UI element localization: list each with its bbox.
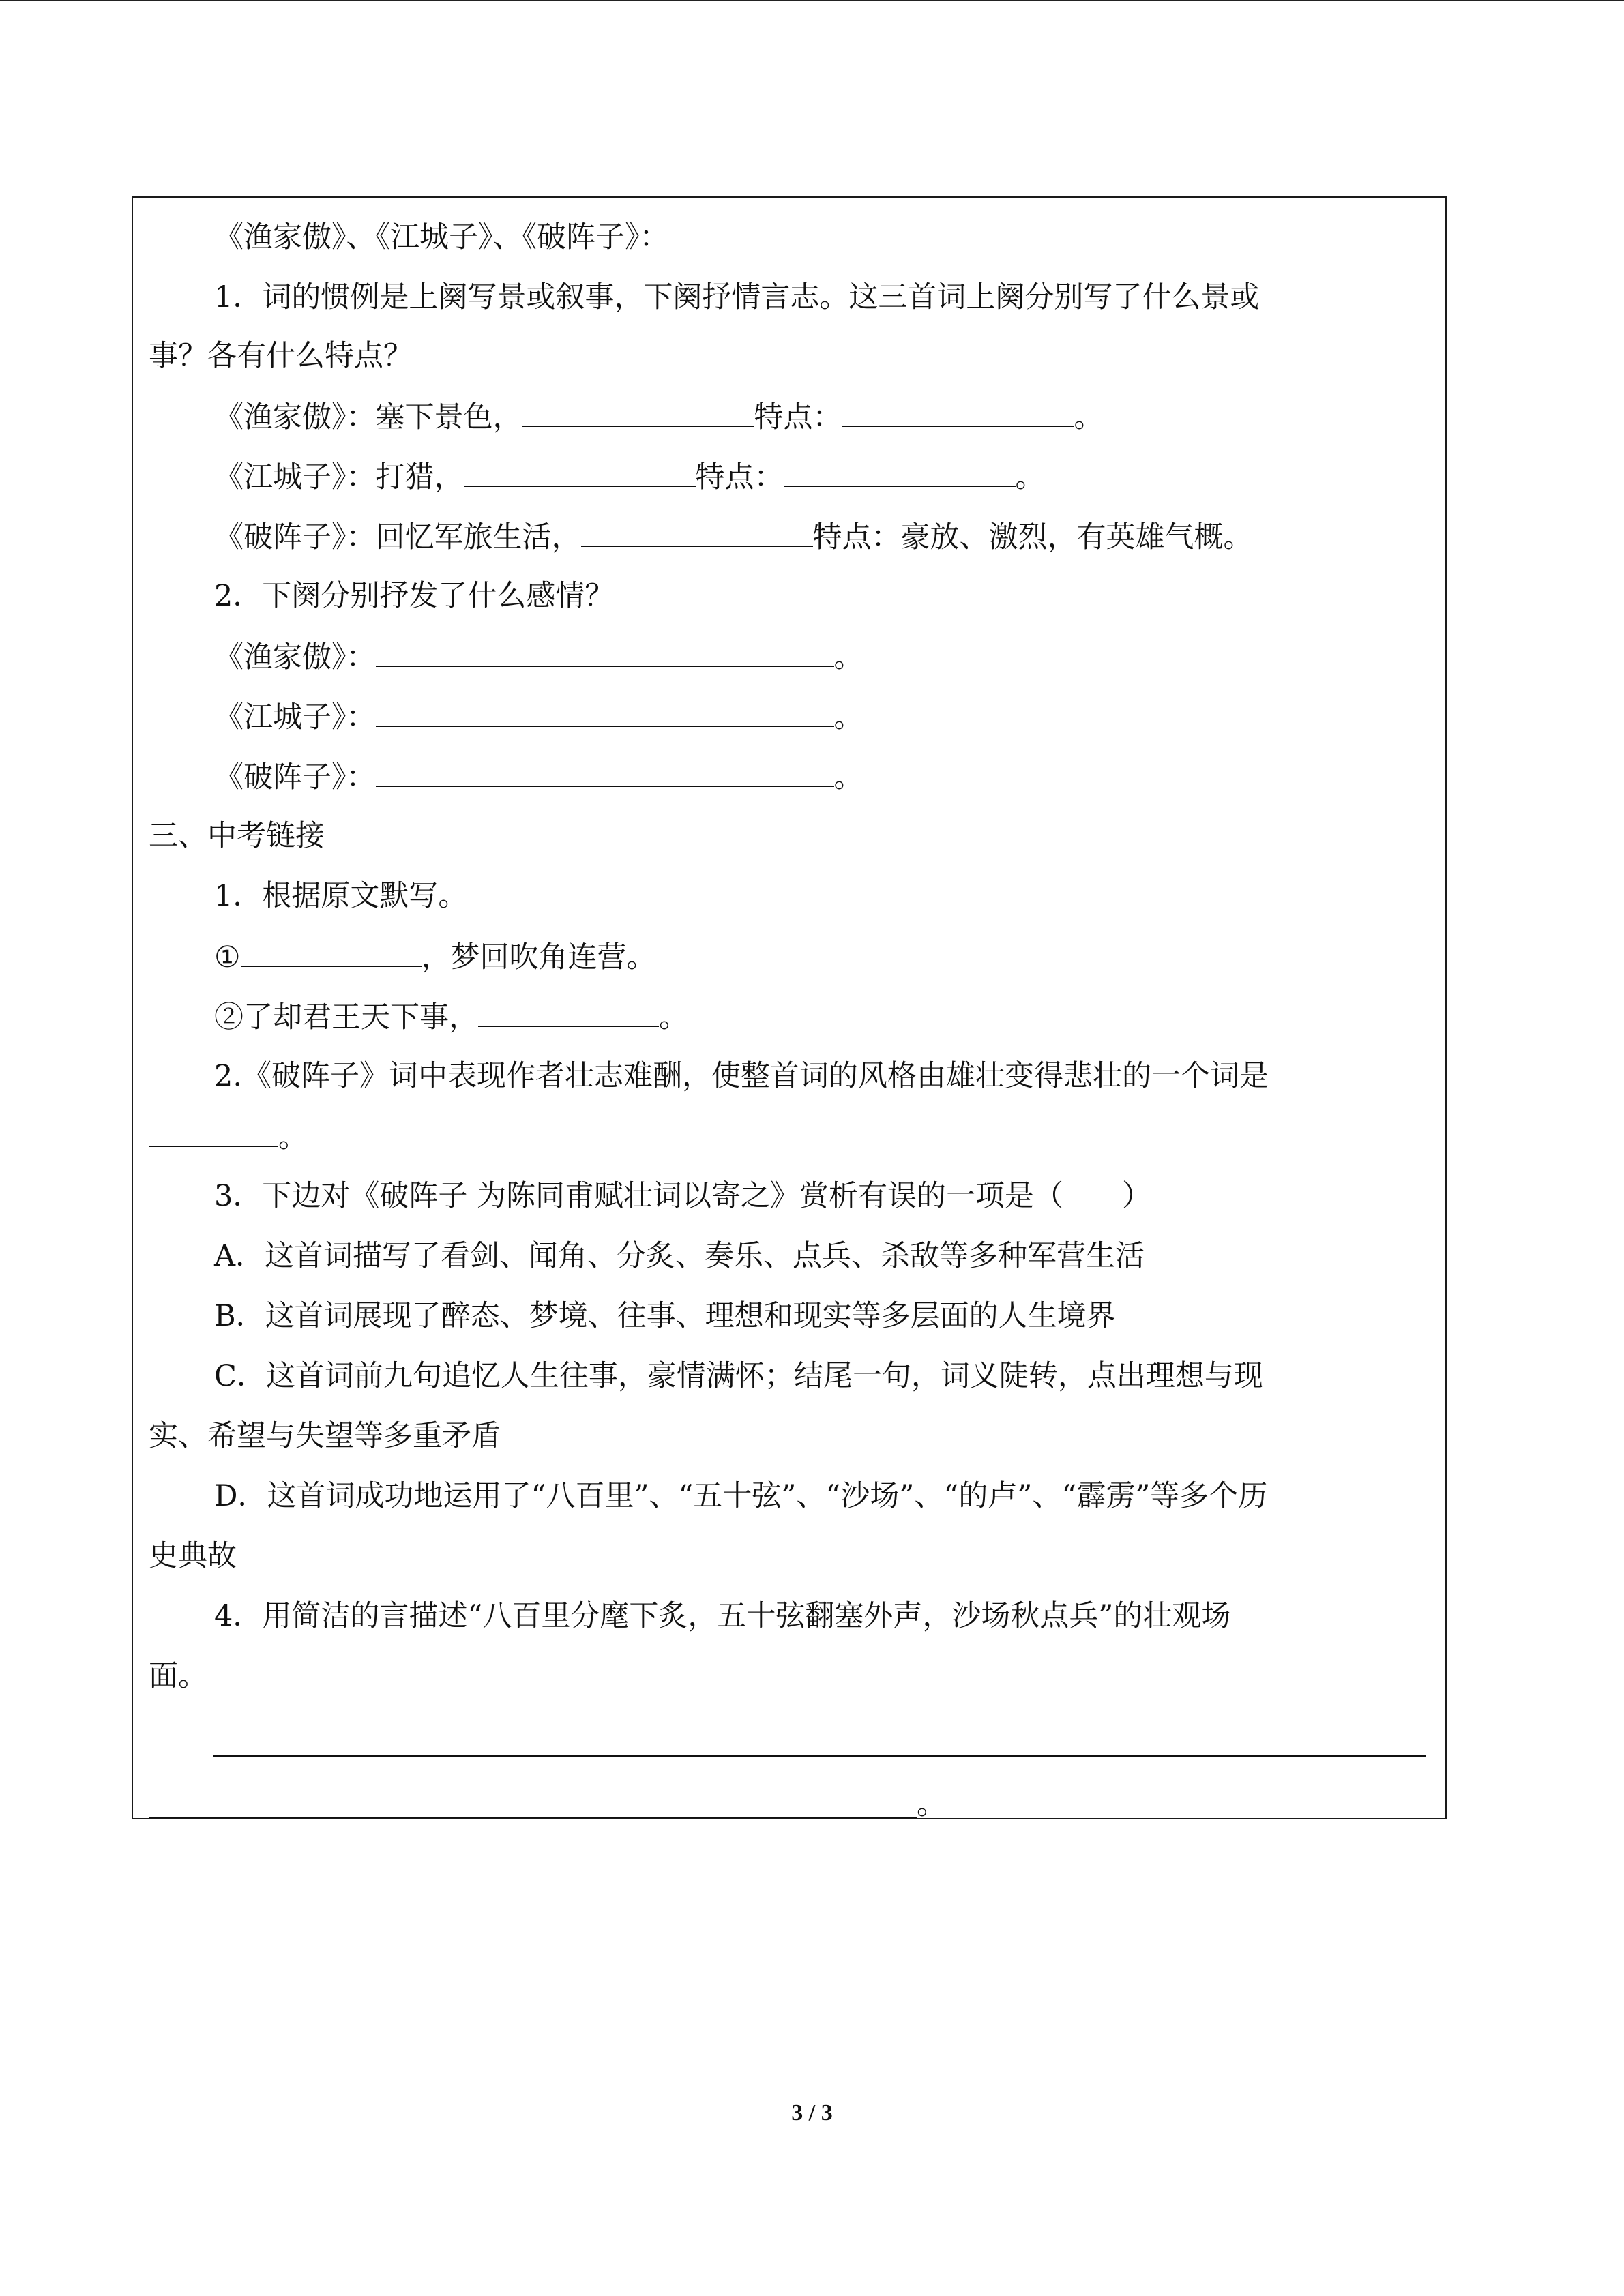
exam-question-2-blank[interactable] xyxy=(149,1116,278,1147)
answer-row-jiangchengzi xyxy=(214,456,1045,496)
yujiaao-scene-blank[interactable] xyxy=(522,396,754,427)
dictation-b-prefix: ②了却君王天下事， xyxy=(214,1000,478,1034)
pozhenzi-label: 《破阵子》：回忆军旅生活， xyxy=(214,520,581,554)
yujiaao-feature-label: 特点： xyxy=(754,400,842,434)
exam-question-3: 3．下边对《破阵子 为陈同甫赋壮词以寄之》赏析有误的一项是（ ） xyxy=(214,1179,1152,1213)
answer-line-2[interactable] xyxy=(149,1817,917,1818)
dictation-b-suffix: 。 xyxy=(659,1000,688,1034)
emotion-row-pozhenzi xyxy=(214,756,863,796)
answer-period: 。 xyxy=(917,1787,946,1821)
dictation-b-blank[interactable] xyxy=(478,996,659,1027)
option-c-line-1[interactable]: C．这首词前九句追忆人生往事，豪情满怀；结尾一句，词义陡转，点出理想与现 xyxy=(214,1359,1263,1393)
emotion-yujiaao-blank[interactable] xyxy=(376,636,834,667)
emotion-pozhenzi-period: 。 xyxy=(833,760,863,794)
emotion-yujiaao-period: 。 xyxy=(833,640,863,674)
pozhenzi-scene-blank[interactable] xyxy=(581,516,813,547)
question-2-line: 2．下阕分别抒发了什么感情？ xyxy=(214,579,615,613)
emotion-jiangchengzi-label: 《江城子》： xyxy=(214,700,376,734)
jiangchengzi-feature-label: 特点： xyxy=(695,460,784,494)
emotion-yujiaao-label: 《渔家傲》： xyxy=(214,640,376,674)
jiangchengzi-scene-blank[interactable] xyxy=(464,456,696,487)
option-a[interactable]: A．这首词描写了看剑、闻角、分炙、奏乐、点兵、杀敌等多种军营生活 xyxy=(214,1239,1145,1273)
poem-titles-line: 《渔家傲》、《江城子》、《破阵子》： xyxy=(214,220,669,254)
option-b[interactable]: B．这首词展现了醉态、梦境、往事、理想和现实等多层面的人生境界 xyxy=(214,1299,1116,1333)
question-1-line-2: 事？各有什么特点？ xyxy=(149,339,413,373)
yujiaao-period: 。 xyxy=(1074,400,1104,434)
emotion-jiangchengzi-period: 。 xyxy=(833,700,863,734)
option-d-line-2[interactable]: 史典故 xyxy=(149,1539,237,1573)
question-1-line-1: 1．词的惯例是上阕写景或叙事，下阕抒情言志。这三首词上阕分别写了什么景或 xyxy=(214,280,1260,314)
dictation-row-b xyxy=(214,996,688,1037)
jiangchengzi-label: 《江城子》：打猎， xyxy=(214,460,464,494)
dictation-a-blank[interactable] xyxy=(241,936,422,967)
jiangchengzi-feature-blank[interactable] xyxy=(784,456,1016,487)
answer-row-yujiaao xyxy=(214,396,1104,436)
exam-question-4-line-1: 4．用简洁的言描述“八百里分麾下炙，五十弦翻塞外声，沙场秋点兵”的壮观场 xyxy=(214,1599,1231,1633)
page-number: 3 / 3 xyxy=(791,2100,833,2126)
pozhenzi-feature-text: 特点：豪放、激烈，有英雄气概。 xyxy=(812,520,1253,554)
answer-line-1[interactable] xyxy=(213,1755,1426,1757)
answer-row-pozhenzi xyxy=(214,516,1253,556)
exam-question-2-line-1: 2.《破阵子》词中表现作者壮志难酬，使整首词的风格由雄壮变得悲壮的一个词是 xyxy=(214,1059,1269,1093)
emotion-pozhenzi-label: 《破阵子》： xyxy=(214,760,376,794)
exam-question-1: 1．根据原文默写。 xyxy=(214,879,468,913)
jiangchengzi-period: 。 xyxy=(1015,460,1045,494)
exam-question-2-period: 。 xyxy=(278,1120,308,1154)
emotion-row-yujiaao xyxy=(214,636,863,676)
exam-question-2-line-2 xyxy=(149,1116,308,1157)
yujiaao-feature-blank[interactable] xyxy=(842,396,1074,427)
emotion-pozhenzi-blank[interactable] xyxy=(376,756,834,787)
dictation-a-prefix: ① xyxy=(214,940,241,974)
yujiaao-label: 《渔家傲》：塞下景色， xyxy=(214,400,522,434)
emotion-row-jiangchengzi xyxy=(214,696,863,736)
dictation-a-suffix: ，梦回吹角连营。 xyxy=(421,940,656,974)
page-top-border xyxy=(0,0,1624,1)
dictation-row-a xyxy=(214,936,656,976)
exam-question-4-line-2: 面。 xyxy=(149,1659,207,1693)
emotion-jiangchengzi-blank[interactable] xyxy=(376,696,834,727)
option-d-line-1[interactable]: D．这首词成功地运用了“八百里”、“五十弦”、“沙场”、“的卢”、“霹雳”等多个历 xyxy=(214,1479,1268,1513)
option-c-line-2[interactable]: 实、希望与失望等多重矛盾 xyxy=(149,1419,501,1453)
section-heading-exam-link: 三、中考链接 xyxy=(149,819,325,853)
